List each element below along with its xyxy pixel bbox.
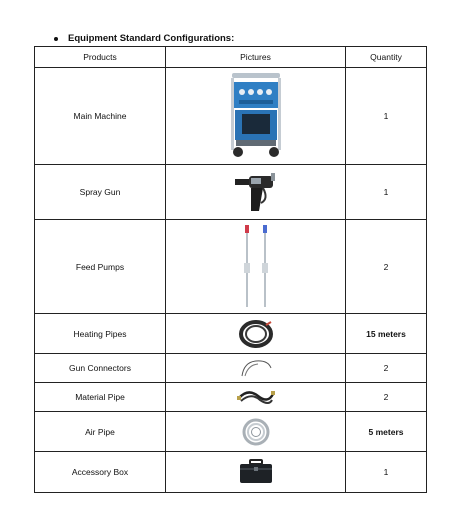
feed-pumps-icon: [236, 223, 276, 311]
product-quantity: 1: [346, 68, 427, 165]
spray-gun-icon: [233, 169, 279, 215]
product-name: Gun Connectors: [35, 354, 166, 383]
product-name: Accessory Box: [35, 452, 166, 493]
product-quantity: 2: [346, 354, 427, 383]
column-header-pictures: Pictures: [166, 47, 346, 68]
spray-machine-icon: [226, 72, 286, 160]
product-quantity: 1: [346, 452, 427, 493]
bullet-icon: [54, 37, 58, 41]
product-name: Air Pipe: [35, 412, 166, 452]
product-picture: [166, 165, 346, 220]
product-quantity: 2: [346, 220, 427, 314]
column-header-quantity: Quantity: [346, 47, 427, 68]
product-quantity: 2: [346, 383, 427, 412]
gun-connector-icon: [238, 358, 274, 378]
heating-pipe-coil-icon: [238, 319, 274, 349]
product-name: Heating Pipes: [35, 314, 166, 354]
product-quantity: 1: [346, 165, 427, 220]
table-row: [35, 314, 427, 354]
table-row: [35, 383, 427, 412]
table-row: [35, 68, 427, 165]
table-row: [35, 220, 427, 314]
table-row: [35, 354, 427, 383]
table-row: [35, 452, 427, 493]
product-picture: [166, 452, 346, 493]
table-header-row: [35, 47, 427, 68]
configuration-table: [34, 46, 427, 493]
material-pipe-icon: [236, 386, 276, 408]
product-picture: [166, 354, 346, 383]
section-heading-text: Equipment Standard Configurations:: [68, 33, 235, 44]
product-quantity: 15 meters: [346, 314, 427, 354]
product-name: Spray Gun: [35, 165, 166, 220]
section-heading: [54, 33, 234, 44]
product-name: Feed Pumps: [35, 220, 166, 314]
product-picture: [166, 68, 346, 165]
air-pipe-coil-icon: [241, 417, 271, 447]
table-row: [35, 165, 427, 220]
product-quantity: 5 meters: [346, 412, 427, 452]
column-header-products: Products: [35, 47, 166, 68]
product-picture: [166, 383, 346, 412]
product-picture: [166, 220, 346, 314]
product-picture: [166, 412, 346, 452]
toolbox-icon: [238, 459, 274, 485]
product-name: Main Machine: [35, 68, 166, 165]
table-row: [35, 412, 427, 452]
product-name: Material Pipe: [35, 383, 166, 412]
product-picture: [166, 314, 346, 354]
